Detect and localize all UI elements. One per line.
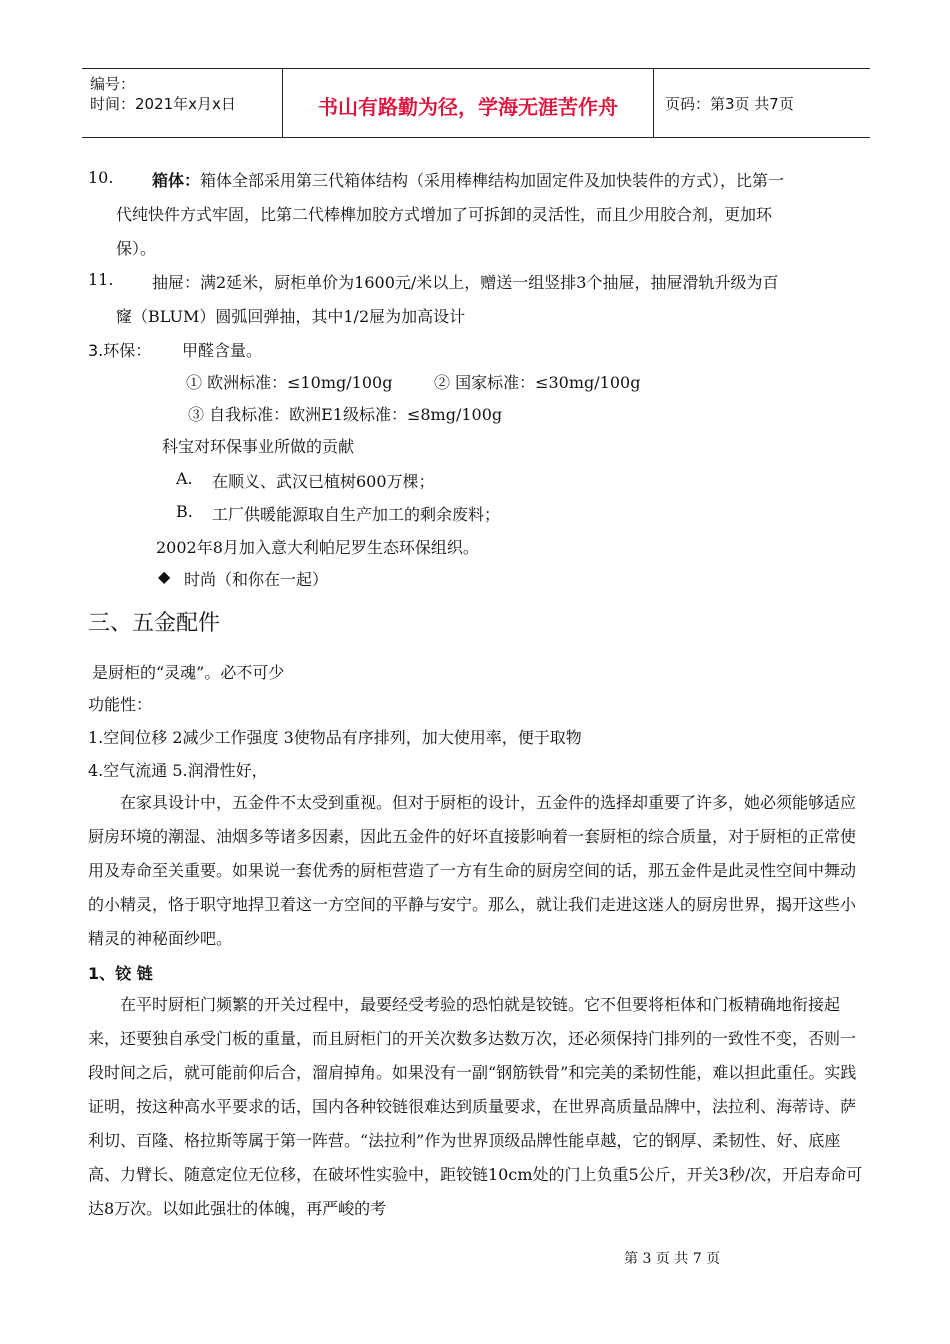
item-10-line-1 (152, 168, 784, 191)
env-join: 2002年8月加入意大利帕尼罗生态环保组织。 (156, 538, 479, 557)
env-standard-national: ② 国家标准：≤30mg/100g (434, 373, 641, 392)
item-11-number: 11. (88, 270, 114, 289)
hardware-paragraph: 在家具设计中，五金件不太受到重视。但对于厨柜的设计，五金件的选择却重要了许多，她必须能够适应厨房环境的潮湿、油烟多等诸多因素，因此五金件的好坏直接影响着一套厨柜的综合质量，对于厨柜的正常使用及寿命至关重要。如果说一套优秀的厨柜营造了一方有生命的厨房空间的话，那五金件是此灵性空间中舞动的小精灵，恪于职守地捍卫着这一方空间的平静与安宁。那么，就让我们走进这迷人的厨房世界，揭开这些小精灵的神秘面纱吧。 (88, 793, 857, 948)
env-title: 3.环保： (88, 341, 152, 360)
header-motto-cell (283, 69, 654, 137)
env-item-a-label: A. (176, 469, 193, 488)
page-footer: 第 3 页 共 7 页 (624, 1251, 721, 1267)
page-label: 页码：第3页 共7页 (665, 95, 794, 113)
item-11-line-2: 窿（BLUM）圆弧回弹抽，其中1/2屉为加高设计 (116, 307, 466, 326)
diamond-bullet-icon: ◆ (158, 567, 171, 586)
date-label: 时间：2021年x月x日 (90, 95, 236, 113)
function-label: 功能性： (88, 695, 153, 714)
item-10-text: 箱体全部采用第三代箱体结构（采用棒榫结构加固定件及加快装件的方式），比第一 (200, 171, 785, 190)
env-contribution: 科宝对环保事业所做的贡献 (162, 437, 355, 456)
item-11-line-1: 抽屉：满2延米，厨柜单价为1600元/米以上，赠送一组竖排3个抽屉，抽屉滑轨升级为百 (152, 273, 779, 292)
section-heading: 三、五金配件 (88, 611, 221, 636)
env-subtitle: 甲醛含量。 (182, 341, 263, 360)
item-10-number: 10. (88, 168, 114, 187)
item-10-title: 箱体： (152, 171, 201, 190)
env-fashion: 时尚（和你在一起） (184, 570, 329, 589)
item-10-line-2: 代纯快件方式牢固，比第二代棒榫加胶方式增加了可拆卸的灵活性，而且少用胶合剂，更加环 (116, 205, 773, 224)
section-soul: 是厨柜的“灵魂”。必不可少 (92, 663, 285, 682)
header-meta-cell (82, 69, 283, 137)
env-standard-eu: ① 欧洲标准：≤10mg/100g (186, 373, 393, 392)
env-item-b-label: B. (176, 502, 193, 521)
env-standard-self: ③ 自我标准：欧洲E1级标准：≤8mg/100g (188, 405, 503, 424)
hinge-paragraph: 在平时厨柜门频繁的开关过程中，最要经受考验的恐怕就是铰链。它不但要将柜体和门板精确地衔接起来，还要独自承受门板的重量，而且厨柜门的开关次数多达数万次，还必须保持门排列的一致性不变，否则一段时间之后，就可能前仰后合，溜肩掉角。如果没有一副“钢筋铁骨”和完美的柔韧性能，难以担此重任。实践证明，按这种高水平要求的话，国内各种铰链很难达到质量要求，在世界高质量品牌中，法拉利、海蒂诗、萨利切、百隆、格拉斯等属于第一阵营。“法拉利”作为世界顶级品牌性能卓越，它的钢厚、柔韧性、好、底座高、力臂长、随意定位无位移，在破坏性实验中，距铰链10cm处的门上负重5公斤，开关3秒/次，开启寿命可达8万次。以如此强壮的体魄，再严峻的考 (88, 995, 863, 1218)
env-item-a: 在顺义、武汉已植树600万棵； (212, 472, 435, 491)
hinge-heading: 1、铰 链 (88, 964, 153, 983)
function-list-2: 4.空气流通 5.润滑性好， (88, 761, 268, 780)
env-item-b: 工厂供暖能源取自生产加工的剩余废料； (212, 505, 501, 524)
item-10-line-3: 保）。 (116, 239, 157, 258)
page-header (82, 68, 870, 138)
header-page-cell (655, 69, 870, 137)
function-list-1: 1.空间位移 2减少工作强度 3使物品有序排列，加大使用率，便于取物 (88, 728, 582, 747)
number-label: 编号： (90, 75, 136, 93)
motto: 书山有路勤为径，学海无涯苦作舟 (318, 95, 618, 119)
